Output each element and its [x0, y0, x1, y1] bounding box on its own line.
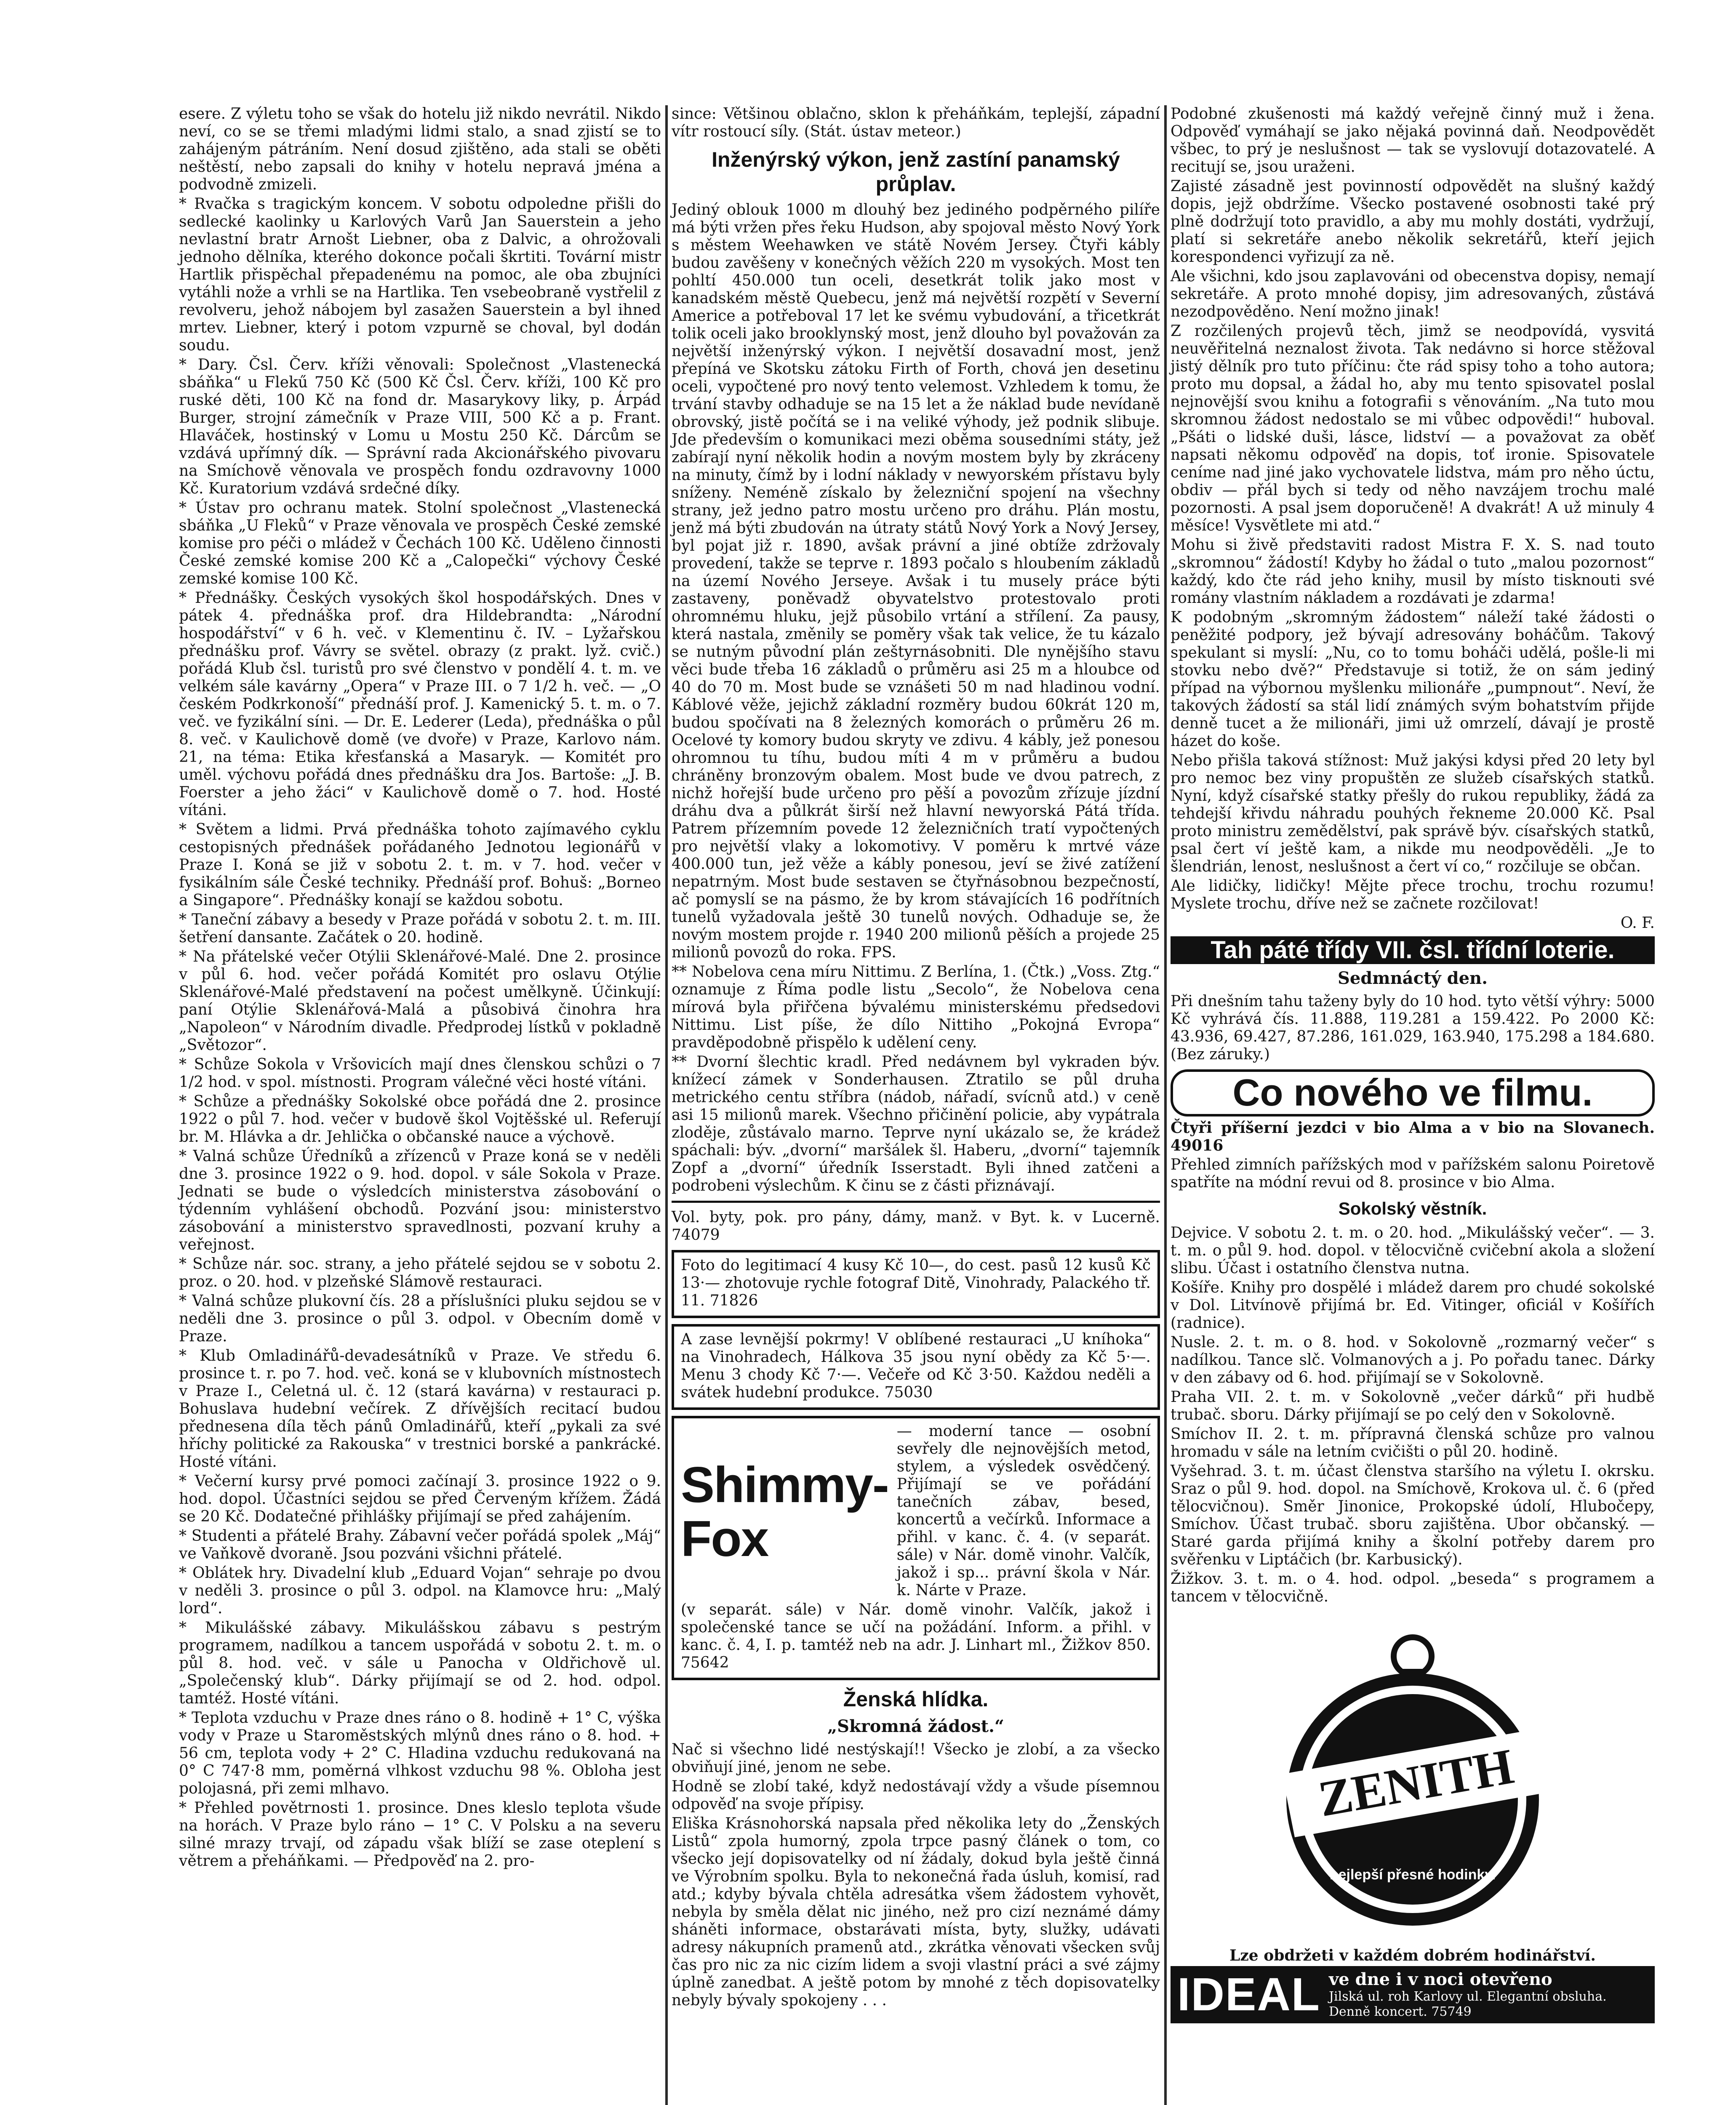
photo-ad	[672, 1250, 1160, 1318]
women-article-paragraph: Nač si všechno lidé nestýskají!! Všecko je zlobí, a za všecko obviňují jiné, jenom ne sebe.	[672, 1741, 1160, 1776]
castle-theft-news: ** Dvorní šlechtic kradl. Před nedávnem byl vykraden býv. knížecí zámek v Sonderhausen. Ztratilo se půl druha metrického centu stříbra (nádob, nářadí, svícnů atd.) v ceně asi 15 milionů marek. Všechno přičinění policie, aby vypátrala zloděje, zůstávalo marno. Teprve nyní ukázalo se, že krádež spáchali: býv. „dvorní“ maršálek šl. Haberu, „dvorní“ tajemník Zopf a „dvorní“ úředník Isserstadt. Byli ihned zatčeni a podrobeni výslechům. K činu se z části přiznávají.	[672, 1053, 1160, 1194]
shimmy-fox-text: — moderní tance — osobní sevřely dle nejnovějších metod, stylem, a výsledek osvědčený. Přijímají se ve pořádání tanečních zábav, besed, koncertů a večírků. Informace a přihl. v kanc. č. 4. (v separát. sále) v Nár. domě vinohr. Valčík, jakož i sp... právní škola v Nár. k. Nárte v Praze.	[896, 1423, 1151, 1599]
news-item: * Valná schůze plukovní čís. 28 a příslušníci pluku sejdou se v neděli dne 3. prosince o půl 3. odpol. v Obecním domě v Praze.	[179, 1292, 661, 1345]
women-section-title: Ženská hlídka.	[843, 1687, 989, 1711]
classified-ad: Vol. byty, pok. pro pány, dámy, manž. v Byt. k. v Lucerně. 74079	[672, 1209, 1160, 1244]
news-item: * Večerní kursy prvé pomoci začínají 3. prosince 1922 o 9. hod. dopol. Účastníci sejdou se před Červeným křížem. Žádá se 20 Kč. Dodatečné přihlášky přijímají se před zahájením.	[179, 1473, 661, 1525]
photo-ad-text: Foto do legitimací 4 kusy Kč 10—, do cest. pasů 12 kusů Kč 13·— zhotovuje rychle fotograf Ditě, Vinohrady, Palackého tř. 11. 71826	[681, 1257, 1151, 1309]
news-item: * Klub Omladinářů-devadesátníků v Praze. Ve středu 6. prosince t. r. po 7. hod. več. koná se v klubovních místnostech v Praze I., Celetná ul. č. 12 (stará kavárna) v restauraci p. Bohuslava hudební večírek. Z dřívějších recitací budou přednesena díla těch pánů Omladinářů, kteří „pykali za své hříchy politické za Rakouska“ v trestnici borské a pankrácké. Hosté vítáni.	[179, 1347, 661, 1471]
shimmy-fox-title: Shimmy-Fox	[681, 1457, 888, 1567]
bridge-headline: Inženýrský výkon, jenž zastíní panamský průplav.	[712, 148, 1120, 196]
news-item: * Přednášky. Českých vysokých škol hospodářských. Dnes v pátek 4. přednáška prof. dra Hildebrandta: „Národní hospodářství“ v 6 h. več. v Klementinu č. IV. – Lyžařskou přednášku prof. Vávry se světel. obrazy (z prakt. lyž. cvič.) pořádá Klub čsl. turistů pro své členstvo v pondělí 4. t. m. ve velkém sále kavárny „Opera“ v Praze III. o 7 1/2 h. več. — „O českém Podkrkonoší“ přednáší prof. J. Kamenický 5. t. m. o 7. več. ve fyzikální síni. — Dr. E. Lederer (Leda), přednáška o půl 8. več. v Kaulichově domě (ve dvoře) v Praze, Karlovo nám. 21, na téma: Etika křesťanská a Masaryk. — Komitét pro uměl. výchovu pořádá dnes přednášku dra Jos. Bartoše: „J. B. Foerster a jeho žáci“ v Kaulichově domě o 7. hod. Hosté vítáni.	[179, 589, 661, 819]
news-item: * Schůze a přednášky Sokolské obce pořádá dne 2. prosince 1922 o půl 7. hod. večer v budově škol Vojtěšské ul. Referují br. M. Hlávka a dr. Jehlička o občanské nauce a výchově.	[179, 1093, 661, 1146]
women-article-paragraph: Ale všichni, kdo jsou zaplavováni od obecenstva dopisy, nemají sekretáře. A proto mnohé dopisy, jim adresovaných, zůstává nezodpověděno. Není možno jinak!	[1171, 268, 1655, 320]
lottery-results: Při dnešním tahu taženy byly do 10 hod. tyto větší výhry: 5000 Kč vyhrává čís. 11.888, 119.281 a 159.422. Po 2000 Kč: 43.936, 69.427, 87.286, 161.029, 163.940, 175.298 a 184.680. (Bez záruky.)	[1171, 993, 1655, 1063]
author-signature: O. F.	[1620, 914, 1655, 932]
film-news-item: Čtyři příšerní jezdci v bio Alma a v bio na Slovanech. 49016	[1171, 1119, 1655, 1154]
lottery-subtitle: Sedmnáctý den.	[1337, 968, 1488, 988]
column-rule-left	[665, 105, 668, 2105]
shimmy-fox-ad	[672, 1416, 1160, 1680]
sokol-bulletin-title: Sokolský věstník.	[1338, 1199, 1487, 1218]
forecast-continuation: since: Většinou oblačno, sklon k přeháňkám, teplejší, západní vítr rostoucí síly. (Stát. ústav meteor.)	[672, 105, 1160, 140]
news-item: * Na přátelské večer Otýlii Sklenářové-Malé. Dne 2. prosince v půl 6. hod. večer pořádá Komitét pro oslavu Otýlie Sklenářové-Malé představení na počest umělkyně. Účinkují: paní Otýlie Sklenářová-Malá a působivá činohra hra „Napoleon“ v Národním divadle. Předprodej lístků v pokladně „Světozor“.	[179, 948, 661, 1054]
news-item: * Dary. Čsl. Červ. kříži věnovali: Společnost „Vlastenecká sbáňka“ u Flekű 750 Kč (500 Kč Čsl. Červ. kříži, 100 Kč pro ruské děti, 100 Kč na fond dr. Masarykovy liky, p. Árpád Burger, strojní zámečník v Praze VIII, 500 Kč a p. Frant. Hlaváček, hostinský v Lomu u Mostu 250 Kč. Dárcům se vzdává upřímný dík. — Správní rada Akcionářského pivovaru na Smíchově věnovala ve prospěch fondu ozdravovny 1000 Kč. Kuratorium vzdává srdečné díky.	[179, 356, 661, 497]
divider	[672, 1201, 1160, 1203]
film-news-item: Přehled zimních pařížských mod v pařížském salonu Poiretově spatříte na módní revui od 8. prosince v bio Alma.	[1171, 1156, 1655, 1191]
news-item: * Světem a lidmi. Prvá přednáška tohoto zajímavého cyklu cestopisných přednášek pořádaného Jednotou legionářů v Praze I. Koná se již v sobotu 2. t. m. v 7. hod. večer v fysikálním sále České techniky. Přednáší prof. Bohuš: „Borneo a Singapore“. Přednášky konají se každou sobotu.	[179, 821, 661, 909]
ideal-title: IDEAL	[1177, 1969, 1320, 2020]
sokol-item: Vyšehrad. 3. t. m. účast členstva staršího na výletu I. okrsku. Sraz o půl 9. hod. dopol. na Smíchově, Krokova ul. č. 6 (před tělocvičnou). Směr Jinonice, Prokopské údolí, Hlubočepy, Smíchov. Účast trubač. sboru zajištěna. Ubor občanský. — Staré garda přijímá knihy a školní potřeby darem pro svěřenku v Liptáčich (br. Karbusický).	[1171, 1463, 1655, 1568]
news-item: * Ústav pro ochranu matek. Stolní společnost „Vlastenecká sbáňka „U Fleků“ v Praze věnovala ve prospěch České zemské komise pro péči o mládež v Čechách 100 Kč. Uděleno činnosti České zemské komise 200 Kč a „Calopečki“ výchovy České zemské komise 100 Kč.	[179, 499, 661, 587]
news-item: * Taneční zábavy a besedy v Praze pořádá v sobotu 2. t. m. III. šetření dansante. Začátek o 20. hodině.	[179, 911, 661, 946]
women-article-paragraph: Eliška Krásnohorská napsala před několika lety do „Ženských Listů“ zpola humorný, zpola trpce pasný článek o tom, co všecko její dopisovatelky od ní žádaly, dokud byla ještě činná ve Výrobním spolku. Byla to nekonečná řada úsluh, komisí, rad atd.; kdyby bývala chtěla adresátka všem žádostem vyhovět, nebyla by směla dělat nic jiného, než pro cizí neznámé dámy sháněti informace, obstarávati místa, byty, služky, udávati adresy nákupních pramenů atd., zkrátka věnovati všecken svůj čas pro nic za nic cizím lidem a svoji vlastní práci a své zájmy úplně zanedbat. A ještě potom by mnohé z těch dopisovatelky nebyly bývaly spokojeny . . .	[672, 1815, 1160, 2009]
news-item: esere. Z výletu toho se však do hotelu již nikdo nevrátil. Nikdo neví, co se se třemi mladými lidmi stalo, a snad zjistí se to zahájeným pátráním. Není dosud zjištěno, ada stali se oběti neštěstí, nebo zapsali do knihy v hotelu nepravá jména a podvodně zmizeli.	[179, 105, 661, 193]
column-rule-right	[1164, 105, 1167, 2105]
restaurant-ad-text: A zase levnější pokrmy! V oblíbené restauraci „U kníhoka“ na Vinohradech, Hálkova 35 jsou nyní obědy za Kč 5·—. Menu 3 chody Kč 7·—. Večeře od Kč 3·50. Každou neděli a svátek hudební produkce. 75030	[681, 1331, 1151, 1401]
restaurant-ad	[672, 1324, 1160, 1410]
women-article-paragraph: Zajisté zásadně jest povinností odpovědět na slušný každý dopis, jejž obdržíme. Všecko postavené osobnosti také prý plně dodržují toto pravidlo, a aby mu mohly dostáti, vydržují, platí si sekretáře anebo několik sekretářů, kteří jejich korespondenci vyřizují za ně.	[1171, 178, 1655, 266]
news-item: * Mikulášské zábavy. Mikulášskou zábavu s pestrým programem, nadílkou a tancem uspořádá v sobotu 2. t. m. o půl 8. hod. več. v sále u Panocha v Oldřichově ul. „Společenský klub“. Dárky přijímají se od 2. hod. odpol. tamtéž. Hosté vítáni.	[179, 1619, 661, 1707]
women-article-paragraph: Mohu si živě představiti radost Mistra F. X. S. nad touto „skromnou“ žádostí! Kdyby ho žádal o tuto „malou pozornost“ každý, kdo čte rád jeho knihy, musil by místo tisknouti své romány vlastním nákladem a rozdávati je zdarma!	[1171, 536, 1655, 607]
zenith-watch-illustration	[1223, 1623, 1602, 1942]
women-article-paragraph: Ale lidičky, lidičky! Mějte přece trochu, trochu rozumu! Myslete trochu, dříve než se začnete rozčilovat!	[1171, 877, 1655, 912]
zenith-brand: ZENITH	[1314, 1738, 1518, 1828]
weather-report: * Teplota vzduchu v Praze dnes ráno o 8. hodině + 1° C, výška vody v Praze u Staroměstských mlýnů dnes ráno o 8. hod. + 56 cm, teplota vody + 2° C. Hladina vzduchu redukovaná na 0° C 747·8 mm, poměrná vlhkost vzduchu 98 %. Obloha jest polojasná, při zemi mlhavo.	[179, 1709, 661, 1797]
women-article-paragraph: Hodně se zlobí také, když nedostávají vždy a všude písemnou odpověď na svoje přípisy.	[672, 1778, 1160, 1813]
news-item: * Studenti a přátelé Brahy. Zábavní večer pořádá spolek „Máj“ ve Vaňkově dvoraně. Jsou pozváni všichni přátelé.	[179, 1527, 661, 1562]
zenith-availability: Lze obdržeti v každém dobrém hodinářství.	[1229, 1947, 1596, 1964]
sokol-item: Košíře. Knihy pro dospělé i mládež darem pro chudé sokolské v Dol. Litvínově přijímá br. Ed. Vitinger, oficiál v Košířích (radnice).	[1171, 1279, 1655, 1332]
column-middle	[672, 105, 1160, 2011]
zenith-watch-ad	[1223, 1623, 1602, 1942]
bridge-article: Jediný oblouk 1000 m dlouhý bez jediného podpěrného pilíře má býti vržen přes řeku Hudson, aby spojoval město Nový York s městem Weehawken ve státě Novém Jersey. Čtyři kábly budou zavěšeny v konečných věžích 220 m vysokých. Most ten pohltí 450.000 tun oceli, desetkrát tolik jako most v kanadském městě Quebecu, jenž má největší rozpětí v Severní Americe a potřeboval 17 let ke svému vybudování, a třicetkrát tolik oceli jako brooklynský most, jenž dlouho byl považován za největší inženýrský výkon. I největší dosavadní most, jenž přepíná ve Skotsku zátoku Firth of Forth, chová jen desetinu oceli, vypočtené pro nový tento velemost. Vzhledem k tomu, že trvání stavby odhaduje se na 15 let a že náklad bude nevídaně obrovský, jistě počítá se i na veliké výhody, jež podnik slibuje. Jde především o komunikaci mezi oběma sousedními státy, jež zabírají nyní několik hodin a novým mostem byly by zkráceny na minuty, čímž by i lodní náklady v newyorském přístavu byly sníženy. Neméně získalo by železniční spojení na všechny strany, jež jedno patro mostu určeno pro dráhu. Plán mostu, jenž má býti zbudován na útraty států Nový York a Nový Jersey, byl pojat již r. 1890, avšak právní a jiné obtíže zdržovaly provedení, takže se teprve r. 1893 počalo s hloubením základů na území Nového Jerseye. Avšak i tu musely práce býti zastaveny, poněvadž obyvatelstvo protestovalo proti ohromnému hluku, jejž působilo vrtání a střílení. Za pausy, která nastala, změnily se poměry však tak velice, že tu kázalo se nutným původní plán zeštyrnásobniti. Dle nynějšího stavu věci bude třeba 16 základů o průměru asi 25 m a hloubce od 40 do 70 m. Most bude se vznášeti 50 m nad hladinou vodní. Káblové věže, jejichž základní rozměry budou 60krát 120 m, budou spočívati na 8 železných komorách o průměru 26 m. Ocelové ty komory budou skryty ve zdivu. 4 kábly, jež ponesou ohromnou tu tíhu, budou míti 4 m v průměru a budou chráněny bronzovým obalem. Most bude ve dvou patrech, z nichž hořejší bude určeno pro pěší a povozům zřízuje jízdní dráhu dva a půlkrát širší než hlavní newyorská Pátá třída. Patrem přízemním povede 12 železničních tratí vypočtených pro největší vlaky a lokomotivy. V poměru k mrtvé váze 400.000 tun, jež věže a kábly ponesou, jeví se živé zatížení nepatrným. Most bude sestaven se čtyřnásobnou bezpečností, ač pomyslí se na pásmo, že by krom stávajících 16 podřítních tunelů vyžadovala ještě 30 tunelů nových. Odhaduje se, že novým mostem projde r. 1940 200 milionů pěších a projede 25 milionů povozů do roka. FPS.	[672, 201, 1160, 961]
news-item: * Oblátek hry. Divadelní klub „Eduard Vojan“ sehraje po dvou v neděli 3. prosince o půl 3. odpol. na Klamovce hru: „Malý lord“.	[179, 1564, 661, 1617]
news-item: * Schůze nár. soc. strany, a jeho přátelé sejdou se v sobotu 2. proz. o 20. hod. v plzeňské Slámově restauraci.	[179, 1255, 661, 1290]
ideal-ad	[1171, 1966, 1655, 2023]
sokol-item: Nusle. 2. t. m. o 8. hod. v Sokolovně „rozmarný večer“ s nadílkou. Tance slč. Volmanových a j. Po pořadu tanec. Dárky v den zábavy od 6. hod. přijímají se v Sokolovně.	[1171, 1334, 1655, 1386]
women-article-paragraph: Z rozčilených projevů těch, jimž se neodpovídá, vysvitá neuvěřitelná neznalost života. Tak nedávno si horce stěžoval jistý dělník pro tuto příčinu: čte rád spisy toho a toho autora; proto mu dopsal, a žádal ho, aby mu tento spisovatel poslal nejnovější svou knihu a fotografii s věnováním. „Na tuto mou skromnou žádost nedostalo se mi vůbec odpovědi!“ huboval. „Pšáti o lidské duši, lásce, lidství — a považovat za oběť napsati někomu odpověď na dopis, toť ironie. Spisovatele ceníme nad jiné jako vychovatele lidstva, mám pro něho úctu, obdiv — přál bych si tedy od něho navzájem trochu malé pozornosti. A psal jsem doporučeně! A dvakrát! A už minuly 4 měsíce! Vysvětlete mi atd.“	[1171, 322, 1655, 534]
women-article-paragraph: Podobné zkušenosti má každý veřejně činný muž i žena. Odpověď vymáhají se jako nějaká povinná daň. Neodpovědět všbec, to prý je neslušnost — tak se vyslovují dotazovatelé. A recitují se, jsou uraženi.	[1171, 105, 1655, 176]
news-item: * Valná schůze Úředníků a zřízenců v Praze koná se v neděli dne 3. prosince 1922 o 9. hod. dopol. v sále Sokola v Praze. Jednati se bude o výsledcích ministerstva zásobování o týdenním vyhlášení obchodů. Pozvání jsou: ministerstvo zásobování a ministerstvo spravedlnosti, pozvaní kruhy a veřejnost.	[179, 1148, 661, 1253]
ideal-address: Jilská ul. roh Karlovy ul. Elegantní obsluha. Denně koncert. 75749	[1329, 1989, 1607, 2019]
lottery-title: Tah páté třídy VII. čsl. třídní loterie.	[1171, 936, 1655, 964]
column-left	[179, 105, 661, 1872]
weather-forecast: * Přehled povětrnosti 1. prosince. Dnes kleslo teplota všude na horách. V Praze bylo ráno − 1° C. V Polsku a na severu silné mrazy trvají, od západu však blíží se zase oteplení s větrem a přeháňkami. — Předpověď na 2. pro-	[179, 1799, 661, 1870]
news-item: * Schůze Sokola v Vršovicích mají dnes členskou schůzi o 7 1/2 hod. v spol. místnosti. Program válečné věci hosté vítáni.	[179, 1056, 661, 1091]
sokol-item: Dejvice. V sobotu 2. t. m. o 20. hod. „Mikulášský večer“. — 3. t. m. o půl 9. hod. dopol. v tělocvičně cvičební akola a složení slibu. Účast i ostatního členstva nutna.	[1171, 1224, 1655, 1277]
women-article-paragraph: K podobným „skromným žádostem“ náleží také žádosti o peněžité podpory, jež bývají adresovány boháčům. Takový spekulant si myslí: „Nu, co to tomu boháči udělá, pošle-li mi stovku nebo dvě?“ Představuje si totiž, že on sám jediný případ na výbornou myšlenku milionáře „pumpnout“. Neví, že takových žádostí sa stál lidí známých svým bohatstvím přijde denně tucet a že milionáři, jimi už omrzelí, dávají je prostě házet do koše.	[1171, 609, 1655, 750]
sokol-item: Praha VII. 2. t. m. v Sokolovně „večer dárků“ při hudbě trubač. sboru. Dárky přijímají se po celý den v Sokolovně.	[1171, 1388, 1655, 1423]
women-article-paragraph: Nebo přišla taková stížnost: Muž jakýsi kdysi před 20 lety byl pro nemoc bez viny propuštěn ze služeb císařských statků. Nyní, když císařské statky přešly do rukou republiky, žádá za tehdejší křivdu náhradu pouhých řekneme 20.000 Kč. Psal proto ministru zemědělství, pak správě býv. císařských statků, psal čert ví ještě kam, a nikde mu neodpověděli. „Je to šlendrián, lenost, neslušnost a čert ví co,“ rozčiluje se občan.	[1171, 752, 1655, 875]
nobel-news: ** Nobelova cena míru Nittimu. Z Berlína, 1. (Čtk.) „Voss. Ztg.“ oznamuje z Říma podle listu „Secolo“, že Nobelova cena mírová byla přiřčena bývalému ministerskému předsedovi Nittimu. List píše, že dílo Nittiho „Pokojná Evropa“ pravděpodobně přispělo k udělení ceny.	[672, 963, 1160, 1051]
column-right	[1171, 105, 1655, 2023]
film-news-title: Co nového ve filmu.	[1171, 1069, 1655, 1116]
shimmy-fox-footer: (v separát. sále) v Nár. domě vinohr. Valčík, jakož i společenské tance se učí na požádání. Inform. a přihl. v kanc. č. 4, I. p. tamtéž neb na adr. J. Linhart ml., Žižkov 850. 75642	[681, 1601, 1151, 1671]
ideal-hours: ve dne i v noci otevřeno	[1329, 1969, 1552, 1989]
news-item: * Rvačka s tragickým koncem. V sobotu odpoledne přišli do sedlecké kaolinky u Karlových Varů Jan Sauerstein a jeho nevlastní bratr Arnošt Liebner, oba z Dalvic, a ohrožovali jednoho dělníka, kterého dokonce počali škrtiti. Tovární mistr Hartlik přispěchal přepadenému na pomoc, ale oba zbujníci vytáhli nože a vrhli se na Hartlika. Ten vsebeobraně vystřelil z revolveru, jehož nábojem byl zasažen Sauerstein a byl ihned mrtev. Liebner, který i potom vzpurně se choval, byl dodán soudu.	[179, 195, 661, 354]
women-section-subtitle: „Skromná žádost.“	[827, 1716, 1004, 1736]
sokol-item: Smíchov II. 2. t. m. přípravná členská schůze pro valnou hromadu v sále na letním cvičišti o půl 20. hodině.	[1171, 1426, 1655, 1460]
sokol-item: Žižkov. 3. t. m. o 4. hod. odpol. „beseda“ s programem a tancem v tělocvičně.	[1171, 1570, 1655, 1605]
zenith-tagline: nejlepší přesné hodinky.	[1329, 1867, 1496, 1883]
